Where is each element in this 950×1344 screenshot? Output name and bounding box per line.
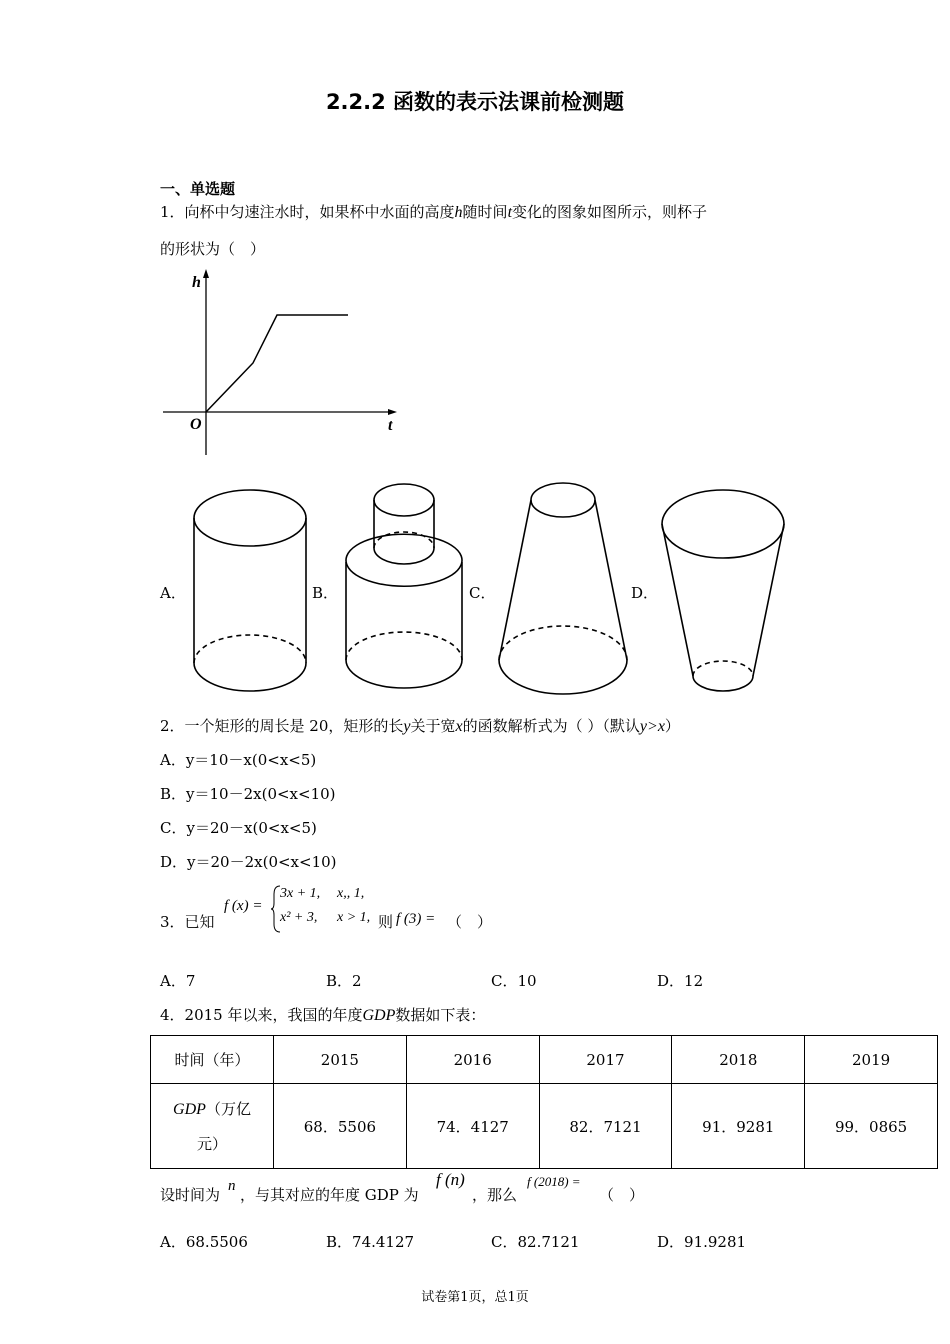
q4-after-text-b: ，与其对应的年度 GDP 为: [240, 1186, 419, 1204]
table-row-label-unit-a: （万亿: [205, 1099, 251, 1118]
q3-case1: 3x + 1,: [280, 886, 321, 901]
water-height-curve: [206, 315, 348, 412]
table-year-cell: 2019: [805, 1036, 938, 1084]
y-axis-arrow-icon: [203, 269, 209, 278]
q1-var-t: t: [507, 204, 513, 221]
table-year-cell: 2016: [406, 1036, 539, 1084]
q3-case2: x² + 3,: [280, 910, 318, 925]
q4-var-n: n: [228, 1178, 236, 1194]
q1-option-b-stepped-cylinder: [340, 480, 468, 698]
q3-option-b: B．2: [326, 972, 362, 990]
q4-option-a: A．68.5506: [160, 1233, 248, 1251]
q2-option-a: A．y＝10－x(0<x<5): [160, 751, 317, 769]
q1-option-a-cylinder: [188, 488, 312, 698]
q4-text-b: 数据如下表：: [395, 1006, 486, 1024]
q4-text-a: 4．2015 年以来，我国的年度: [160, 1006, 363, 1024]
q4-f2018: f (2018) =: [527, 1174, 581, 1189]
q3-case2-cond: x > 1,: [337, 910, 371, 925]
q2-option-b: B．y＝10－2x(0<x<10): [160, 785, 336, 803]
q3-prefix: 3．已知: [160, 913, 215, 931]
graph-origin-label: O: [190, 416, 202, 433]
q3-mid: 则: [378, 913, 394, 931]
table-value-cell: 99．0865: [805, 1084, 938, 1169]
table-value-row: [151, 1084, 938, 1169]
table-header-row: [151, 1036, 938, 1084]
q1-option-d-inverted-cone: [658, 486, 788, 698]
page-title: 2.2.2 函数的表示法课前检测题: [325, 90, 625, 114]
q1-text-b: 随时间: [462, 203, 508, 221]
table-value-cell: 82．7121: [539, 1084, 672, 1169]
q1-stem-line2: 的形状为（ ）: [160, 240, 266, 258]
q1-option-c-label: C．: [469, 584, 496, 602]
q4-stem: [160, 1004, 485, 1025]
q3-option-a: A．7: [160, 972, 196, 990]
q1-option-b-label: B．: [312, 584, 339, 602]
x-axis-arrow-icon: [388, 409, 397, 415]
graph-y-label: h: [192, 274, 201, 291]
q2-text-c: 的函数解析式为（ ）（默认: [462, 717, 640, 735]
q2-text-d: ）: [664, 717, 680, 735]
table-header-label: 时间（年）: [151, 1036, 274, 1084]
q4-gdp: GDP: [362, 1007, 396, 1024]
q4-after-text-a: 设时间为: [160, 1186, 221, 1204]
graph-x-label: t: [388, 417, 393, 434]
q1-option-d-label: D．: [631, 584, 659, 602]
q1-option-c-truncated-cone: [494, 480, 632, 698]
table-year-cell: 2017: [539, 1036, 672, 1084]
q4-option-d: D．91.9281: [657, 1233, 747, 1251]
q1-var-h: h: [454, 204, 463, 221]
q2-stem: [160, 715, 680, 736]
q2-option-c: C．y＝20－x(0<x<5): [160, 819, 317, 837]
q4-fn: f (n): [436, 1170, 465, 1189]
table-row-label-gdp: GDP: [173, 1100, 206, 1118]
table-row-label: [151, 1084, 274, 1169]
q4-after-text-d: （ ）: [599, 1186, 645, 1204]
q3-fx: f (x) =: [224, 898, 263, 914]
section-heading: 一、单选题: [160, 180, 236, 198]
table-value-cell: 68．5506: [274, 1084, 407, 1169]
table-value-cell: 91．9281: [672, 1084, 805, 1169]
gdp-table: [150, 1035, 938, 1169]
q1-text-a: 1．向杯中匀速注水时，如果杯中水面的高度: [160, 203, 455, 221]
q2-condition: y>x: [639, 718, 665, 735]
q2-var-x: x: [455, 718, 463, 735]
table-year-cell: 2015: [274, 1036, 407, 1084]
q3-f3: f (3) =: [396, 911, 436, 927]
table-value-cell: 74．4127: [406, 1084, 539, 1169]
q1-height-time-graph: [155, 265, 405, 460]
q3-suffix: （ ）: [447, 913, 493, 931]
q1-option-a-label: A．: [160, 584, 186, 602]
q4-after-text-c: ，那么: [472, 1186, 518, 1204]
q1-text-c: 变化的图象如图所示，则杯子: [512, 203, 708, 221]
q3-option-c: C．10: [491, 972, 537, 990]
q2-text-b: 关于宽: [410, 717, 456, 735]
q4-option-c: C．82.7121: [491, 1233, 580, 1251]
table-row-label-unit-b: 元）: [196, 1134, 227, 1153]
page-footer: 试卷第1页，总1页: [421, 1290, 529, 1305]
q2-text-a: 2．一个矩形的周长是 20，矩形的长: [160, 717, 404, 735]
q4-option-b: B．74.4127: [326, 1233, 415, 1251]
q2-option-d: D．y＝20－2x(0<x<10): [160, 853, 337, 871]
q2-var-y: y: [403, 718, 411, 735]
q1-stem-line1: [160, 201, 707, 222]
table-year-cell: 2018: [672, 1036, 805, 1084]
q3-option-d: D．12: [657, 972, 704, 990]
q3-case1-cond: x,, 1,: [337, 886, 365, 901]
